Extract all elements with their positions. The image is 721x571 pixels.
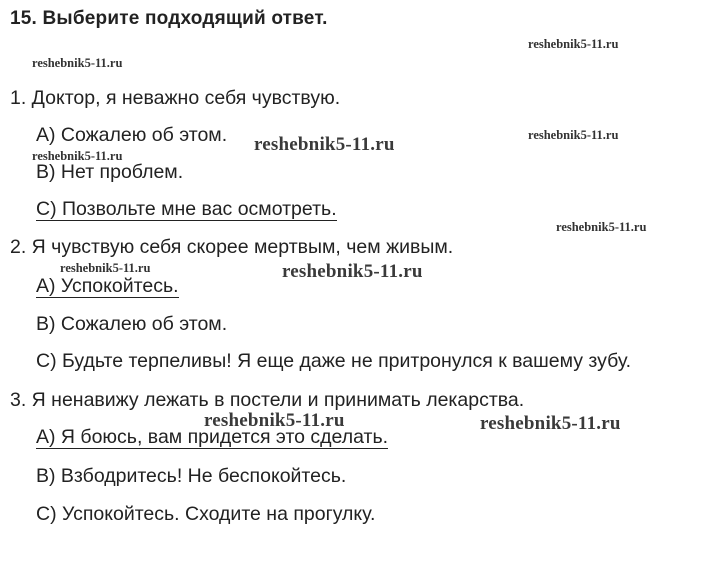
q1-option-c-correct: C) Позвольте мне вас осмотреть. xyxy=(36,198,337,220)
watermark: reshebnik5-11.ru xyxy=(60,261,151,275)
q2-option-c: C) Будьте терпеливы! Я еще даже не притронулся к вашему зубу. xyxy=(36,350,632,372)
watermark: reshebnik5-11.ru xyxy=(528,37,619,51)
question-2: 2. Я чувствую себя скорее мертвым, чем живым. xyxy=(10,236,454,258)
watermark: reshebnik5-11.ru xyxy=(282,261,423,282)
watermark: reshebnik5-11.ru xyxy=(528,128,619,142)
watermark: reshebnik5-11.ru xyxy=(480,413,621,434)
q3-option-c: C) Успокойтесь. Сходите на прогулку. xyxy=(36,503,376,525)
q3-option-a-correct: A) Я боюсь, вам придется это сделать. xyxy=(36,426,389,448)
q2-option-a-correct: A) Успокойтесь. xyxy=(36,275,179,297)
q1-option-a: A) Сожалею об этом. xyxy=(36,124,228,146)
watermark: reshebnik5-11.ru xyxy=(254,134,395,155)
watermark: reshebnik5-11.ru xyxy=(32,149,123,163)
watermark: reshebnik5-11.ru xyxy=(204,410,345,431)
question-1: 1. Доктор, я неважно себя чувствую. xyxy=(10,87,341,109)
q1-option-b: B) Нет проблем. xyxy=(36,161,184,183)
question-3: 3. Я ненавижу лежать в постели и принимать лекарства. xyxy=(10,389,525,411)
watermark: reshebnik5-11.ru xyxy=(32,56,123,70)
watermark: reshebnik5-11.ru xyxy=(556,220,647,234)
q3-option-b: B) Взбодритесь! Не беспокойтесь. xyxy=(36,465,347,487)
exercise-title: 15. Выберите подходящий ответ. xyxy=(10,8,328,29)
q2-option-b: B) Сожалею об этом. xyxy=(36,313,228,335)
